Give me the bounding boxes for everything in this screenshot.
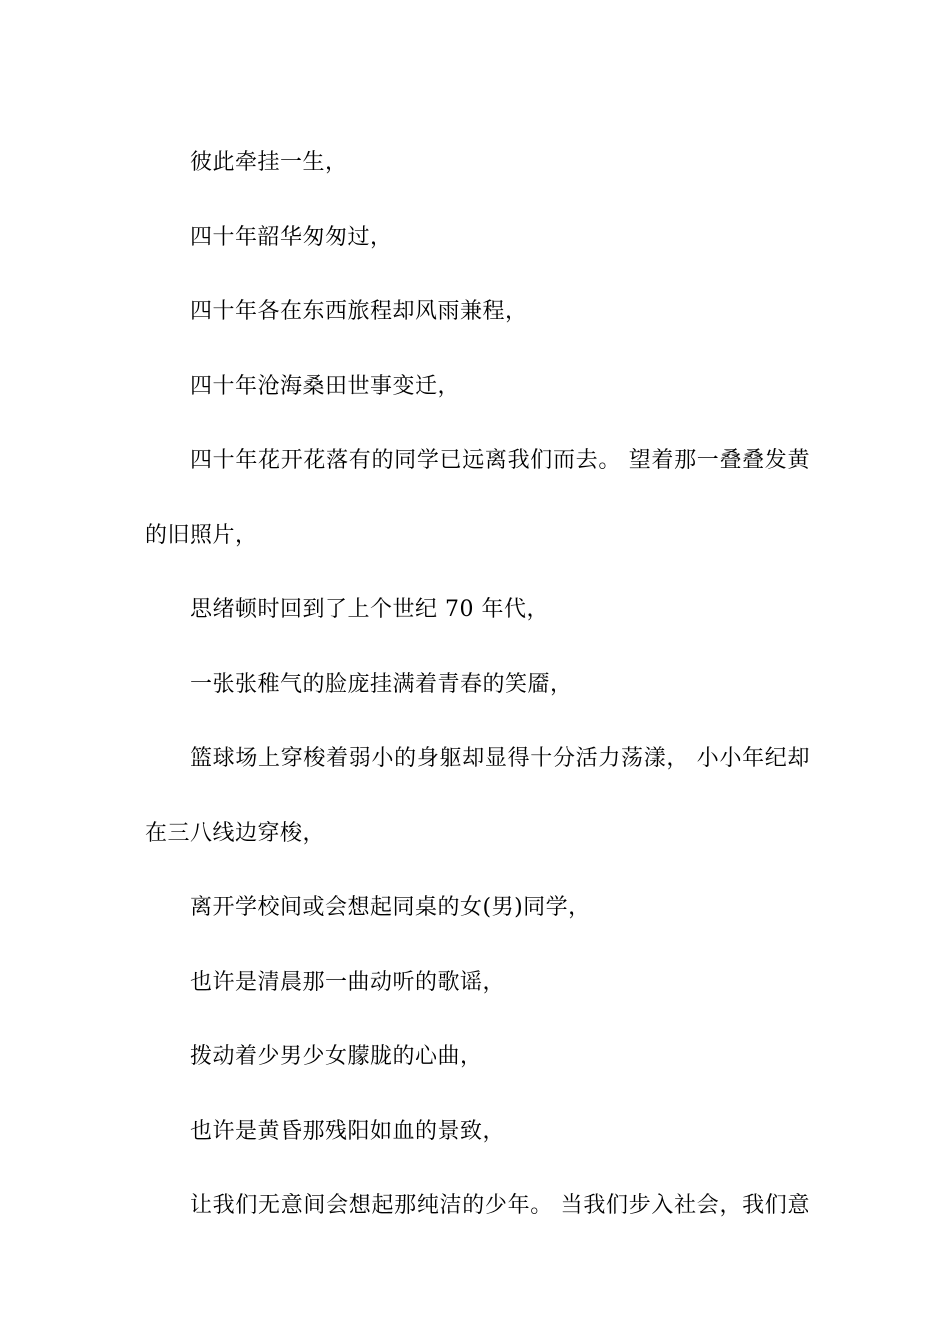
- text-line: 的旧照片，: [145, 522, 258, 548]
- text-line: 四十年韶华匆匆过，: [190, 224, 393, 250]
- text-line: 四十年沧海桑田世事变迁，: [190, 373, 461, 399]
- text-line: 一张张稚气的脸庞挂满着青春的笑靥，: [190, 671, 573, 697]
- text-line: 在三八线边穿梭，: [145, 820, 326, 846]
- text-line: 离开学校间或会想起同桌的女(男)同学，: [190, 895, 591, 920]
- text-line: 彼此牵挂一生，: [190, 150, 348, 175]
- text-line: 也许是黄昏那残阳如血的景致，: [190, 1118, 506, 1144]
- text-line: 让我们无意间会想起那纯洁的少年。 当我们步入社会，我们意: [190, 1193, 810, 1218]
- text-line: 思绪顿时回到了上个世纪 70 年代，: [190, 597, 549, 622]
- text-line: 也许是清晨那一曲动听的歌谣，: [190, 969, 506, 995]
- text-line: 四十年花开花落有的同学已远离我们而去。 望着那一叠叠发黄: [190, 448, 810, 473]
- body-text: [145, 126, 810, 1244]
- text-line: 篮球场上穿梭着弱小的身躯却显得十分活力荡漾， 小小年纪却: [190, 746, 810, 771]
- text-line: 拨动着少男少女朦胧的心曲，: [190, 1044, 483, 1069]
- text-line: 四十年各在东西旅程却风雨兼程，: [190, 299, 528, 324]
